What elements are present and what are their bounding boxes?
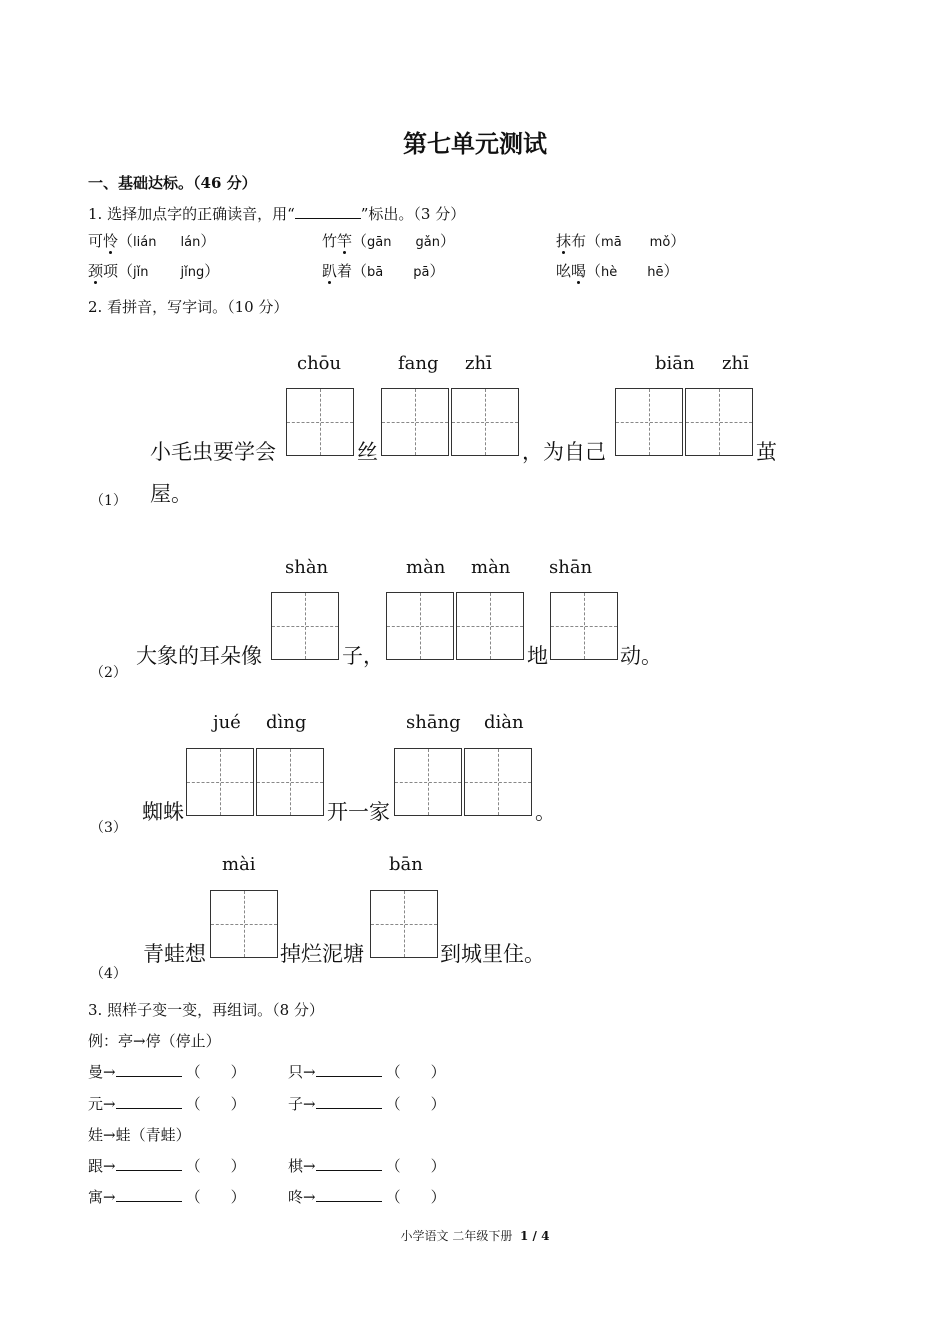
answer-blank[interactable] (316, 1062, 382, 1077)
pinyin-label: chōu (297, 353, 342, 374)
page-footer: 小学语文 二年级下册 1 / 4 (400, 1229, 550, 1243)
pinyin-label: shāng (406, 712, 461, 733)
pinyin-label: màn (406, 557, 446, 578)
writing-grid-box[interactable] (615, 388, 683, 456)
pinyin-label: dìng (266, 712, 307, 733)
sentence-text: 地 (527, 644, 548, 668)
question-3-prompt: 3. 照样子变一变，再组词。（8 分） (88, 1001, 324, 1019)
sub-question-number: （3） (90, 820, 127, 836)
q1-item: 趴着（bā pā） (322, 262, 445, 280)
sentence-text: ，为自己 (522, 440, 606, 464)
writing-grid-box[interactable] (685, 388, 753, 456)
writing-grid-box[interactable] (370, 890, 438, 958)
answer-blank[interactable] (116, 1187, 182, 1202)
writing-grid-box[interactable] (451, 388, 519, 456)
sentence-text: 茧 (756, 440, 777, 464)
answer-blank[interactable] (316, 1187, 382, 1202)
answer-blank[interactable] (116, 1062, 182, 1077)
sentence-text: 子， (342, 644, 384, 668)
sentence-text: 。 (535, 800, 556, 824)
writing-grid-box[interactable] (186, 748, 254, 816)
q1-item: 颈项（jǐn jǐng） (88, 262, 220, 280)
q3-row: 跟→ （ ） (88, 1157, 246, 1175)
pinyin-label: mài (222, 854, 256, 875)
pinyin-label: biān (655, 353, 695, 374)
answer-blank[interactable] (316, 1156, 382, 1171)
page-number: 1 / 4 (520, 1229, 550, 1243)
writing-grid-box[interactable] (271, 592, 339, 660)
pinyin-label: jué (213, 712, 241, 733)
sentence-text: 动。 (620, 644, 662, 668)
example-text: 例：亭→停（停止） (88, 1032, 221, 1050)
example-text: 娃→蛙（青蛙） (88, 1126, 191, 1144)
sub-question-number: （1） (90, 493, 127, 509)
sentence-text: 青蛙想 (143, 942, 206, 966)
q3-row: 子→ （ ） (288, 1095, 446, 1113)
sentence-text: 到城里住。 (440, 942, 545, 966)
sentence-text: 丝 (357, 440, 378, 464)
q3-row: 咚→ （ ） (288, 1188, 446, 1206)
answer-blank[interactable] (116, 1094, 182, 1109)
sub-question-number: （4） (90, 966, 127, 982)
answer-blank[interactable] (316, 1094, 382, 1109)
pinyin-label: diàn (484, 712, 524, 733)
q3-row: 寓→ （ ） (88, 1188, 246, 1206)
writing-grid-box[interactable] (456, 592, 524, 660)
writing-grid-box[interactable] (286, 388, 354, 456)
writing-grid-box[interactable] (256, 748, 324, 816)
sub-question-number: （2） (90, 665, 127, 681)
pinyin-label: zhī (465, 353, 492, 374)
page-title: 第七单元测试 (403, 129, 547, 158)
sentence-text: 蜘蛛 (142, 800, 184, 824)
writing-grid-box[interactable] (386, 592, 454, 660)
question-1-prompt: 1. 选择加点字的正确读音，用“ ”标出。（3 分） (88, 205, 466, 223)
q3-row: 棋→ （ ） (288, 1157, 446, 1175)
section-heading: 一、基础达标。（46 分） (88, 174, 257, 192)
sentence-text: 屋。 (150, 482, 192, 506)
q1-item: 吆喝（hè hē） (556, 262, 679, 280)
writing-grid-box[interactable] (464, 748, 532, 816)
pinyin-label: màn (471, 557, 511, 578)
pinyin-label: shān (549, 557, 593, 578)
q3-row: 曼→ （ ） (88, 1063, 246, 1081)
writing-grid-box[interactable] (394, 748, 462, 816)
sentence-text: 开一家 (327, 800, 390, 824)
pinyin-label: shàn (285, 557, 329, 578)
q1-item: 可怜（lián lán） (88, 232, 216, 250)
sentence-text: 小毛虫要学会 (150, 440, 276, 464)
sentence-text: 大象的耳朵像 (136, 644, 262, 668)
writing-grid-box[interactable] (550, 592, 618, 660)
question-2-prompt: 2. 看拼音，写字词。（10 分） (88, 298, 289, 316)
writing-grid-box[interactable] (381, 388, 449, 456)
q3-row: 元→ （ ） (88, 1095, 246, 1113)
writing-grid-box[interactable] (210, 890, 278, 958)
pinyin-label: fang (398, 353, 439, 374)
answer-blank[interactable] (116, 1156, 182, 1171)
pinyin-label: bān (389, 854, 423, 875)
sentence-text: 掉烂泥塘 (280, 942, 364, 966)
q3-row: 只→ （ ） (288, 1063, 446, 1081)
pinyin-label: zhī (722, 353, 749, 374)
q1-item: 竹竿（gān gǎn） (322, 232, 455, 250)
q1-item: 抹布（mā mǒ） (556, 232, 686, 250)
